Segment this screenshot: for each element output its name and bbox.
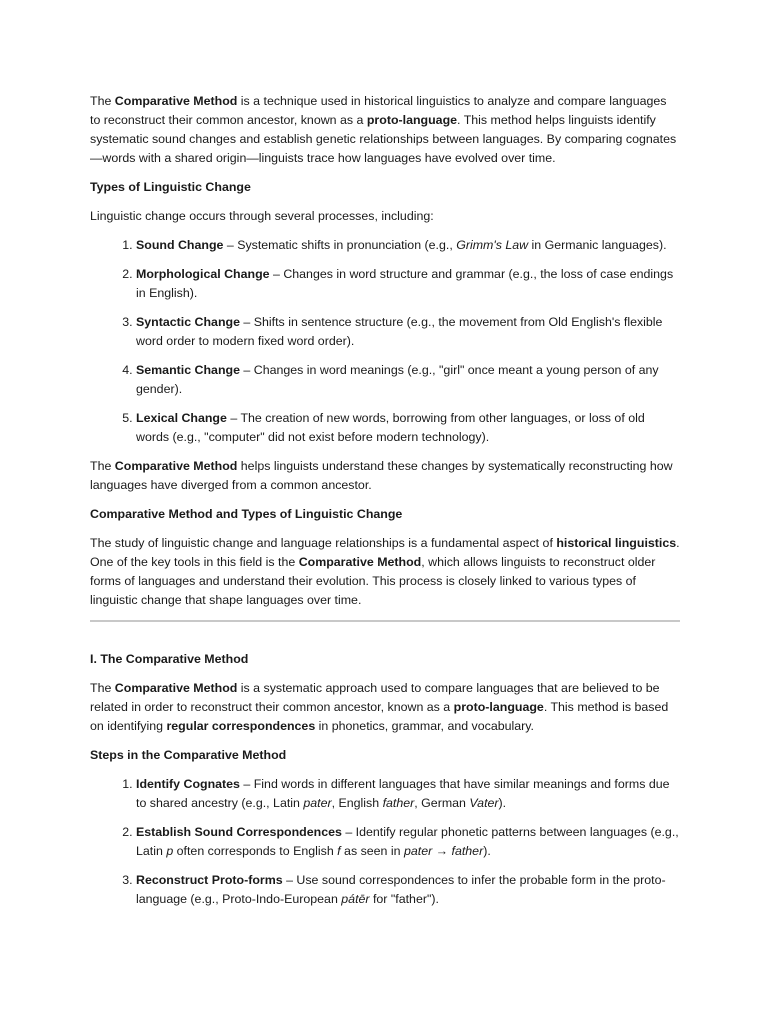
text: in Germanic languages). (528, 238, 667, 252)
italic-term: p (166, 844, 174, 858)
text: ). (483, 844, 491, 858)
types-heading: Types of Linguistic Change (90, 180, 251, 194)
list-item (136, 871, 680, 909)
text: → (432, 844, 452, 858)
steps-heading: Steps in the Comparative Method (90, 748, 287, 762)
text: – Changes in word structure and grammar (e.g., the loss of case endings in English). (136, 267, 674, 300)
text: The study of linguistic change and language relationships is a fundamental aspect of (90, 536, 557, 550)
italic-term: Vater (469, 796, 499, 810)
text: – Shifts in sentence structure (e.g., the movement from Old English's flexible word order to modern fixed word order). (136, 315, 663, 348)
list-item-term: Lexical Change (136, 411, 227, 425)
italic-term: pátēr (341, 892, 370, 906)
bold-term: Comparative Method (114, 681, 238, 695)
section2-paragraph (90, 534, 680, 610)
text: often corresponds to English (173, 844, 338, 858)
italic-term: f (337, 844, 341, 858)
text: – Use sound correspondences to infer the probable form in the proto-language (e.g., Proto-Indo-European (136, 873, 666, 906)
section2-heading: Comparative Method and Types of Linguistic Change (90, 507, 403, 521)
text: The (90, 681, 115, 695)
text: – Find words in different languages that have similar meanings and forms due to shared ancestry (e.g., Latin (136, 777, 670, 810)
italic-term: father (451, 844, 484, 858)
types-intro: Linguistic change occurs through several processes, including: (90, 209, 434, 223)
bold-term: proto-language (453, 700, 544, 714)
italic-term: Grimm's Law (456, 238, 529, 252)
types-list (90, 236, 680, 447)
text: ). (498, 796, 507, 810)
steps-list (90, 775, 680, 909)
list-item (136, 361, 680, 399)
list-item-term: Syntactic Change (136, 315, 240, 329)
text: – The creation of new words, borrowing from other languages, or loss of old words (e.g., "computer" did not exist before modern technology). (136, 411, 645, 444)
text: – Systematic shifts in pronunciation (e.g., (223, 238, 457, 252)
italic-term: pater (403, 844, 433, 858)
text: , English (331, 796, 383, 810)
text: The (90, 459, 115, 473)
text: is a systematic approach used to compare languages that are believed to be related in order to reconstruct their common ancestor, known as a (90, 681, 660, 714)
horizontal-divider (90, 620, 680, 622)
document-body (90, 92, 680, 919)
text: . This method is based on identifying (90, 700, 669, 733)
list-item-term: Morphological Change (136, 267, 270, 281)
list-item-term: Semantic Change (136, 363, 240, 377)
list-item (136, 775, 680, 813)
bold-term: proto-language (366, 113, 458, 127)
bold-term: historical linguistics (556, 536, 677, 550)
part1-heading: I. The Comparative Method (90, 652, 249, 666)
text: – Changes in word meanings (e.g., "girl" once meant a young person of any gender). (136, 363, 659, 396)
text: . One of the key tools in this field is the (90, 536, 680, 569)
italic-term: pater (303, 796, 332, 810)
part1-paragraph (90, 679, 680, 736)
italic-term: father (382, 796, 415, 810)
list-item-term: Sound Change (136, 238, 224, 252)
text: – Identify regular phonetic patterns between languages (e.g., Latin (136, 825, 679, 858)
text: helps linguists understand these changes by systematically reconstructing how languages have diverged from a common ancestor. (90, 459, 673, 492)
text: in phonetics, grammar, and vocabulary. (315, 719, 535, 733)
bold-term: regular correspondences (166, 719, 316, 733)
bold-term: Comparative Method (114, 459, 238, 473)
bold-term: Comparative Method (114, 94, 238, 108)
text: . This method helps linguists identify systematic sound changes and establish genetic relationships between languages. By comparing cognates—words with a shared origin—linguists trace how languages have evolved over time. (90, 113, 677, 165)
helps-paragraph (90, 457, 680, 495)
list-item (136, 409, 680, 447)
list-item (136, 823, 680, 861)
list-item-term: Identify Cognates (136, 777, 240, 791)
text: , German (414, 796, 470, 810)
list-item-term: Establish Sound Correspondences (136, 825, 342, 839)
text: for "father"). (369, 892, 439, 906)
text: as seen in (340, 844, 404, 858)
list-item (136, 236, 680, 255)
intro-paragraph (90, 92, 680, 168)
list-item (136, 313, 680, 351)
text: , which allows linguists to reconstruct older forms of languages and understand their evolution. This process is closely linked to various types of linguistic change that shape languages over time. (90, 555, 656, 607)
text: The (90, 94, 115, 108)
list-item-term: Reconstruct Proto-forms (136, 873, 283, 887)
list-item (136, 265, 680, 303)
text: is a technique used in historical linguistics to analyze and compare languages to reconstruct their common ancestor, known as a (90, 94, 667, 127)
bold-term: Comparative Method (298, 555, 422, 569)
